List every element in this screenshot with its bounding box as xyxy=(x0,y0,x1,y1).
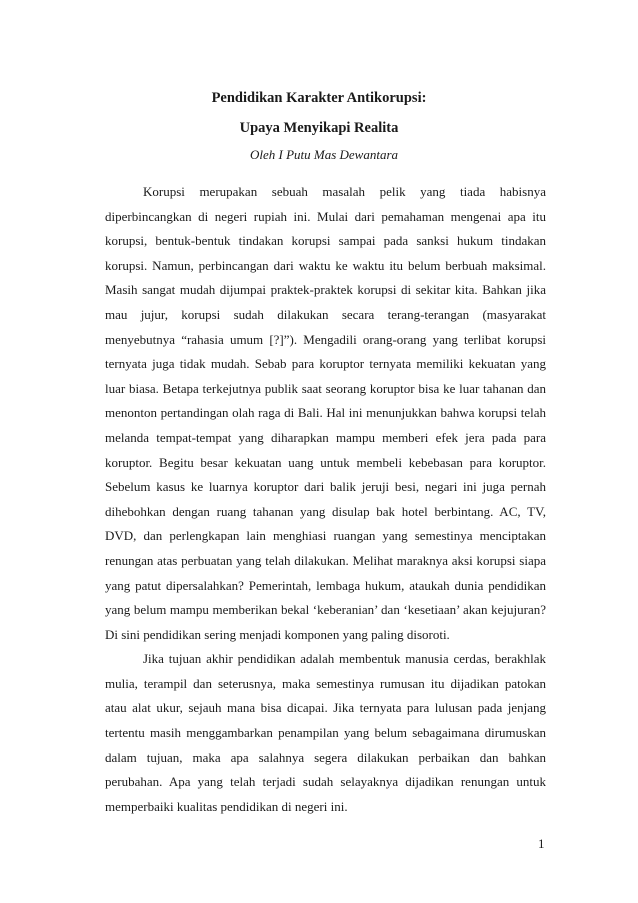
document-body xyxy=(105,180,546,819)
document-subtitle: Upaya Menyikapi Realita xyxy=(239,120,399,136)
document-title: Pendidikan Karakter Antikorupsi: xyxy=(211,90,427,106)
page-number: 1 xyxy=(538,836,545,851)
body-paragraph: Korupsi merupakan sebuah masalah pelik yang tiada habisnya diperbincangkan di negeri rupiah ini. Mulai dari pemahaman mengenai apa itu korupsi, bentuk-bentuk tindakan korupsi sampai pada sanksi hukum tindakan korupsi. Namun, perbincangan dari waktu ke waktu itu belum berbuah maksimal. Masih sangat mudah dijumpai praktek-praktek korupsi di sekitar kita. Bahkan jika mau jujur, korupsi sudah dilakukan secara terang-terangan (masyarakat menyebutnya “rahasia umum [?]”). Mengadili orang-orang yang terlibat korupsi ternyata juga tidak mudah. Sebab para koruptor ternyata memiliki kekuatan yang luar biasa. Betapa terkejutnya publik saat seorang koruptor bisa ke luar tahanan dan menonton pertandingan olah raga di Bali. Hal ini menunjukkan bahwa korupsi telah melanda tempat-tempat yang diharapkan mampu memberi efek jera pada para koruptor. Begitu besar kekuatan uang untuk membeli kebebasan para koruptor. Sebelum kasus ke luarnya koruptor dari balik jeruji besi, negari ini juga pernah dihebohkan dengan ruang tahanan yang disulap bak hotel berbintang. AC, TV, DVD, dan perlengkapan lain menghiasi ruangan yang semestinya menciptakan renungan atas perbuatan yang telah dilakukan. Melihat maraknya aksi korupsi siapa yang patut dipersalahkan? Pemerintah, lembaga hukum, ataukah dunia pendidikan yang belum mampu memberikan bekal ‘keberanian’ dan ‘kesetiaan’ akan kejujuran? Di sini pendidikan sering menjadi komponen yang paling disoroti. xyxy=(105,184,546,642)
document-author: Oleh I Putu Mas Dewantara xyxy=(249,147,399,162)
body-paragraph: Jika tujuan akhir pendidikan adalah membentuk manusia cerdas, berakhlak mulia, terampil dan seterusnya, maka semestinya rumusan itu dijadikan patokan atau alat ukur, sejauh mana bisa dicapai. Jika ternyata para lulusan pada jenjang tertentu masih menggambarkan penampilan yang belum sebagaimana dirumuskan dalam tujuan, maka apa salahnya segera dilakukan perbaikan dan bahkan perubahan. Apa yang telah terjadi sudah selayaknya dijadikan renungan untuk memperbaiki kualitas pendidikan di negeri ini. xyxy=(105,651,546,814)
